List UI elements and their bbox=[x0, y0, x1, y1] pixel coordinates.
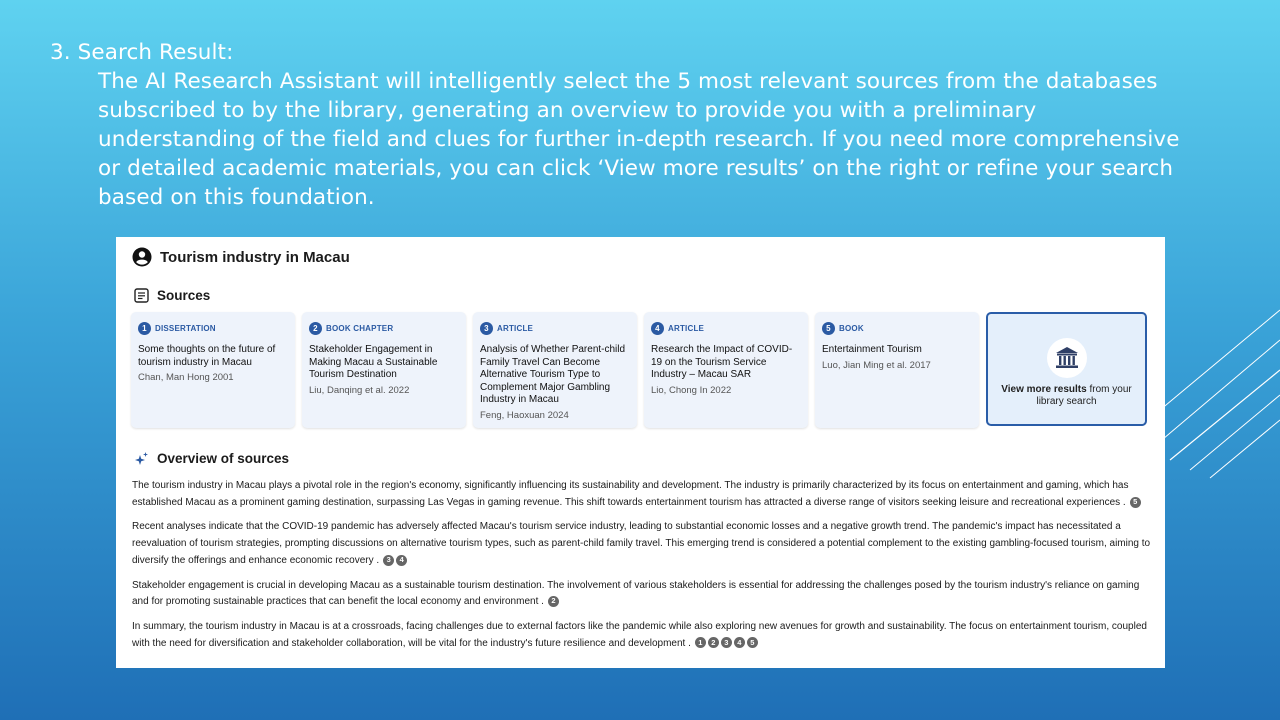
citation-group bbox=[1130, 497, 1141, 508]
document-list-icon bbox=[134, 288, 149, 303]
view-more-bold: View more results bbox=[1001, 384, 1087, 395]
citation-badge[interactable]: 2 bbox=[708, 637, 719, 648]
overview-paragraph bbox=[132, 478, 1154, 511]
source-author: Liu, Danqing et al. 2022 bbox=[309, 384, 410, 396]
source-title: Analysis of Whether Parent-child Family Travel Can Become Alternative Tourism Type to Complement Major Gambling Industry in Macau bbox=[480, 344, 626, 405]
source-title: Research the Impact of COVID-19 on the Tourism Service Industry – Macau SAR bbox=[651, 344, 793, 380]
source-type: BOOK CHAPTER bbox=[326, 324, 394, 333]
source-card[interactable] bbox=[815, 312, 979, 428]
source-author: Luo, Jian Ming et al. 2017 bbox=[822, 359, 931, 371]
paragraph-text: The tourism industry in Macau plays a pivotal role in the region's economy, significantly influencing its sustainability and development. The industry is primarily characterized by its focus on entertainment and gaming, which has established Macau as a prominent gaming destination, surpassing Las Vegas in gaming revenue. This shift towards entertainment tourism has attracted a diverse range of visitors seeking leisure and recreational experiences . bbox=[132, 480, 1129, 508]
source-number: 5 bbox=[822, 322, 835, 335]
paragraph-text: Stakeholder engagement is crucial in developing Macau as a sustainable tourism destination. The involvement of various stakeholders is essential for addressing the challenges posed by the tourism industry's reliance on gaming and for promoting sustainable practices that can benefit the local economy and environment . bbox=[132, 579, 1140, 608]
overview-paragraph bbox=[132, 619, 1154, 652]
source-title: Entertainment Tourism bbox=[822, 344, 922, 355]
citation-badge[interactable]: 5 bbox=[747, 637, 758, 648]
search-result-panel bbox=[116, 237, 1165, 668]
source-cards bbox=[131, 312, 1147, 428]
overview-title: Overview of sources bbox=[157, 451, 290, 466]
view-more-results-button[interactable] bbox=[986, 312, 1147, 426]
view-more-rest: from your library search bbox=[1036, 384, 1132, 407]
citation-badge[interactable]: 4 bbox=[396, 555, 407, 566]
slide-heading: 3. Search Result: bbox=[50, 40, 234, 65]
source-title: Some thoughts on the future of tourism industry in Macau bbox=[138, 344, 276, 368]
sources-title: Sources bbox=[157, 288, 211, 303]
source-type: DISSERTATION bbox=[155, 324, 216, 333]
source-card[interactable] bbox=[644, 312, 808, 428]
user-circle-icon bbox=[132, 247, 152, 267]
citation-group bbox=[548, 596, 559, 607]
citation-badge[interactable]: 5 bbox=[1130, 497, 1141, 508]
query-header bbox=[132, 247, 350, 267]
citation-badge[interactable]: 1 bbox=[695, 637, 706, 648]
source-type: ARTICLE bbox=[497, 324, 534, 333]
query-title: Tourism industry in Macau bbox=[160, 248, 350, 266]
slide-body bbox=[50, 67, 1190, 212]
citation-group bbox=[695, 637, 758, 648]
source-type: BOOK bbox=[839, 324, 864, 333]
sources-header bbox=[134, 288, 210, 303]
library-building-icon bbox=[1054, 345, 1080, 371]
overview-paragraph bbox=[132, 519, 1154, 569]
source-number: 1 bbox=[138, 322, 151, 335]
citation-badge[interactable]: 3 bbox=[721, 637, 732, 648]
decorative-lines bbox=[1150, 300, 1280, 480]
source-number: 2 bbox=[309, 322, 322, 335]
citation-group bbox=[383, 555, 407, 566]
citation-badge[interactable]: 3 bbox=[383, 555, 394, 566]
source-title: Stakeholder Engagement in Making Macau a Sustainable Tourism Destination bbox=[309, 344, 438, 380]
citation-badge[interactable]: 2 bbox=[548, 596, 559, 607]
source-author: Lio, Chong In 2022 bbox=[651, 384, 732, 396]
source-card[interactable] bbox=[473, 312, 637, 428]
source-author: Chan, Man Hong 2001 bbox=[138, 372, 234, 383]
citation-badge[interactable]: 4 bbox=[734, 637, 745, 648]
slide-body-text: The AI Research Assistant will intelligently select the 5 most relevant sources from the databases subscribed to by the library, generating an overview to provide you with a preliminary understanding of the field and clues for further in-depth research. If you need more comprehensive or detailed academic materials, you can click ‘View more results’ on the right or refine your search based on this foundation. bbox=[98, 69, 1180, 210]
source-author: Feng, Haoxuan 2024 bbox=[480, 409, 569, 421]
source-number: 3 bbox=[480, 322, 493, 335]
overview-paragraphs bbox=[132, 478, 1154, 660]
overview-paragraph bbox=[132, 578, 1154, 611]
sparkle-icon bbox=[134, 451, 149, 466]
source-card[interactable] bbox=[131, 312, 295, 428]
source-number: 4 bbox=[651, 322, 664, 335]
overview-header bbox=[134, 451, 289, 466]
source-card[interactable] bbox=[302, 312, 466, 428]
source-type: ARTICLE bbox=[668, 324, 705, 333]
slide-text bbox=[50, 38, 1190, 212]
paragraph-text: In summary, the tourism industry in Macau is at a crossroads, facing challenges due to external factors like the pandemic while also exploring new avenues for growth and sustainability. The focus on entertainment tourism, coupled with the need for diversification and stakeholder collaboration, will be vital for the industry's future resilience and development . bbox=[132, 620, 1147, 649]
paragraph-text: Recent analyses indicate that the COVID-19 pandemic has adversely affected Macau's tourism service industry, leading to substantial economic losses and a negative growth trend. The pandemic's impact has necessitated a reevaluation of tourism strategies, prompting discussions on alternative tourism types, such as parent-child family travel. This emerging trend is considered a potential complement to the existing gambling-focused tourism, aiming to diversify the offerings and enhance economic recovery . bbox=[132, 521, 1151, 566]
